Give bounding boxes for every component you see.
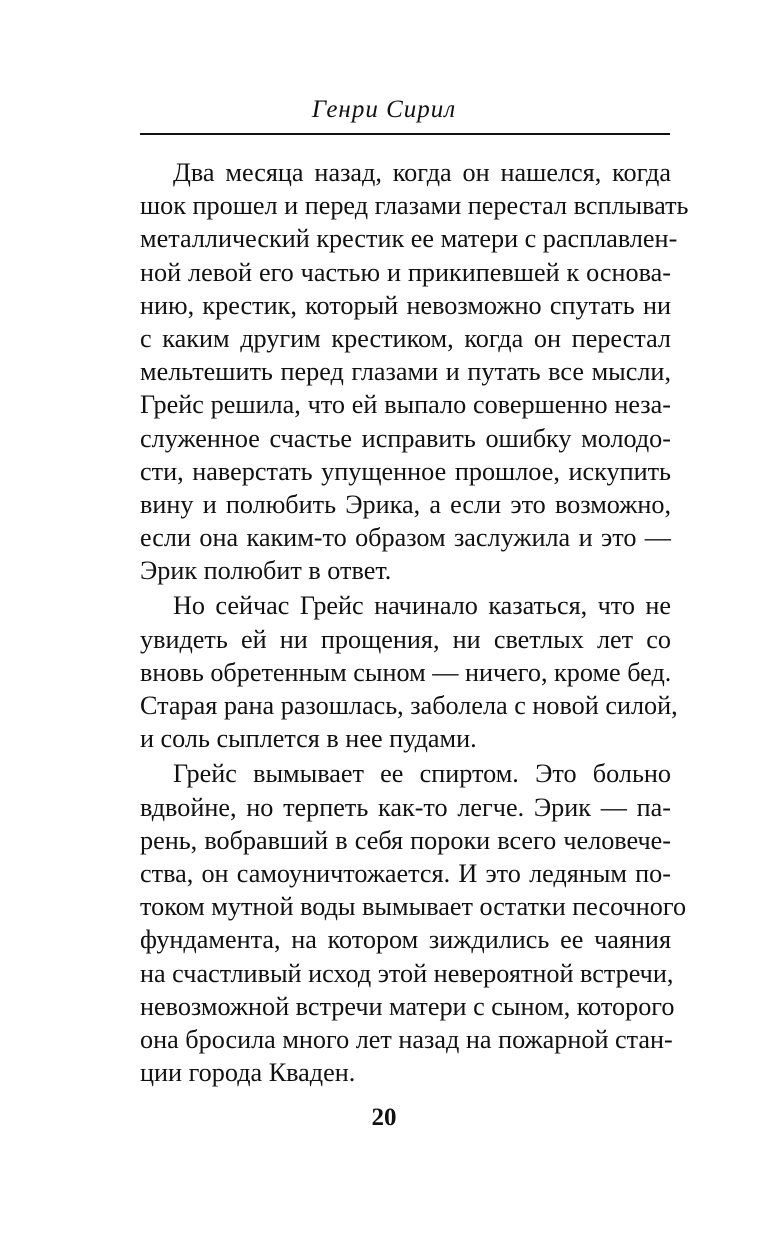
text-line: увидеть ей ни прощения, ни светлых лет со [140, 624, 671, 654]
running-head: Генри Сирил [311, 96, 457, 123]
header-rule [140, 133, 670, 135]
text-line: она бросила много лет назад на пожарной стан- [140, 1024, 673, 1054]
body-text [140, 156, 689, 1091]
text-line: рень, вобравший в себя пороки всего человече- [140, 825, 671, 855]
text-line: с каким другим крестиком, когда он перестал [140, 323, 671, 353]
paragraph-1 [140, 156, 689, 587]
text-line: фундамента, на котором зиждились ее чаяния [140, 925, 671, 955]
text-line: Старая рана разошлась, заболела с новой силой, [140, 691, 678, 720]
text-line: Грейс вымывает ее спиртом. Это больно [173, 759, 671, 789]
text-line: вдвойне, но терпеть как-то легче. Эрик — па- [140, 792, 671, 822]
text-line: и соль сыплется в нее пудами. [140, 724, 477, 754]
text-line: Два месяца назад, когда он нашелся, когда [173, 158, 671, 187]
page-number: 20 [371, 1104, 397, 1131]
text-line: вновь обретенным сыном — ничего, кроме бед. [140, 657, 672, 687]
text-line: ства, он самоуничтожается. И это ледяным по- [140, 858, 671, 888]
text-line: шок прошел и перед глазами перестал всплывать [140, 191, 689, 221]
text-line: металлический крестик ее матери с расплавлен- [140, 224, 678, 254]
text-line: нию, крестик, который невозможно спутать ни [140, 290, 671, 320]
text-line: Но сейчас Грейс начинало казаться, что не [173, 591, 671, 621]
text-line: Эрик полюбит в ответ. [140, 556, 392, 586]
text-line: ной левой его частью и прикипевшей к основа- [140, 257, 671, 287]
text-line: сти, наверстать упущенное прошлое, искупить [140, 456, 671, 486]
text-line: ции города Кваден. [140, 1058, 356, 1088]
text-line: невозможной встречи матери с сыном, которого [140, 991, 675, 1021]
paragraph-3 [140, 757, 687, 1089]
text-line: на счастливый исход этой невероятной встречи, [140, 958, 674, 988]
text-line: Грейс решила, что ей выпало совершенно неза- [140, 390, 671, 420]
text-line: вину и полюбить Эрика, а если это возможно, [140, 489, 671, 519]
text-line: током мутной воды вымывает остатки песочного [140, 892, 687, 922]
paragraph-2 [140, 589, 678, 755]
text-line: мельтешить перед глазами и путать все мысли, [140, 357, 671, 387]
text-line: служенное счастье исправить ошибку молодо- [140, 423, 671, 453]
text-line: если она каким-то образом заслужила и это — [140, 523, 671, 553]
